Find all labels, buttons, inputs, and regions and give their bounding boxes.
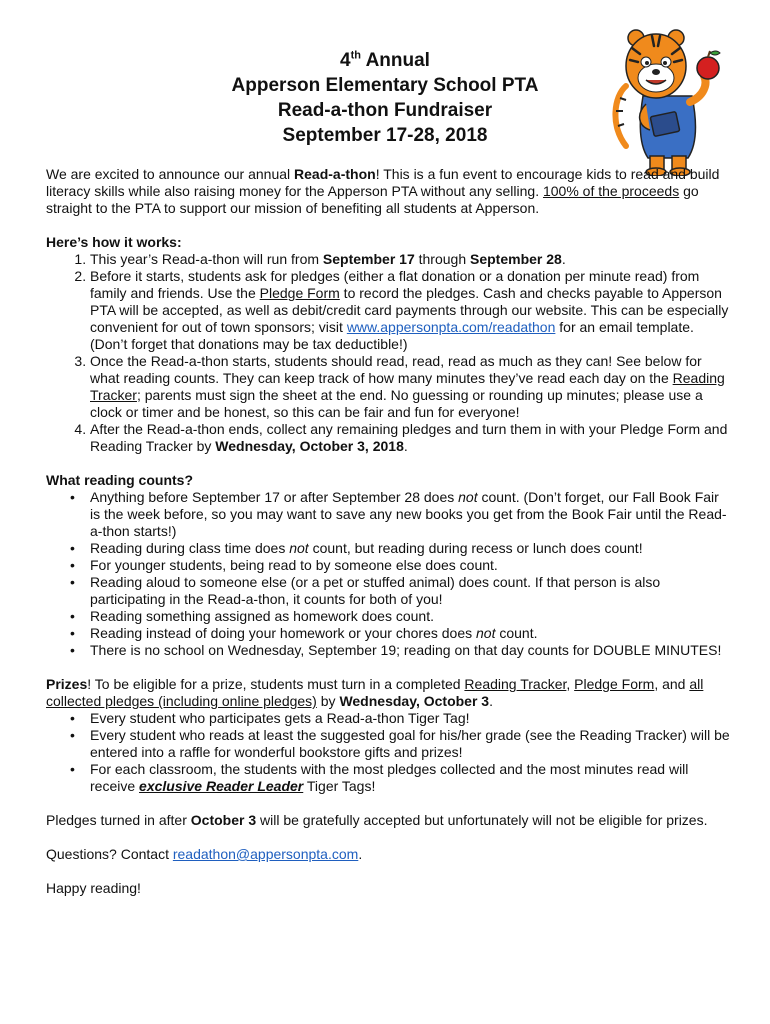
what-counts-list [46,489,732,659]
intro-paragraph: We are excited to announce our annual Read-a-thon! This is a fun event to encourage kids to read and build literacy skills while also raising money for the Apperson PTA without any selling. 100% of the proceeds go straight to the PTA to support our mission of benefiting all students at Apperson. [46,166,720,216]
document-body [46,166,732,897]
prizes-paragraph: Prizes! To be eligible for a prize, students must turn in a completed Reading Tracker, Pledge Form, and all collected pledges (including online pledges) by Wednesday, October 3. [46,676,704,709]
title-line-2: Apperson Elementary School PTA [231,75,539,96]
title-line-1 [190,48,580,73]
how-it-works-heading: Here’s how it works: [46,234,182,250]
how-it-works-list [46,251,732,455]
what-counts-heading: What reading counts? [46,472,193,488]
list-item: 2. Before it starts, students ask for pledges (either a flat donation or a donation per minute read) from family and friends. Use the Pledge Form to record the pledges. Cash and checks payable to Apperson PTA will be accepted, as well as debit/credit card payments through our website. This can be especially convenient for out of town sponsors; visit www.appersonpta.com/readathon for an email template. (Don’t forget that donations may be tax deductible!) [90,268,732,353]
list-item: 1. This year’s Read-a-thon will run from September 17 through September 28. [90,251,732,268]
list-item: • Every student who participates gets a Read-a-thon Tiger Tag! [90,710,732,727]
list-item: • For each classroom, the students with the most pledges collected and the most minutes read will receive exclusive Reader Leader Tiger Tags! [90,761,732,795]
closing-line: Happy reading! [46,880,141,896]
contact-email-link[interactable]: readathon@appersonpta.com [172,846,359,862]
list-item: • Reading during class time does not count, but reading during recess or lunch does count! [90,540,732,557]
title-line-3: Read-a-thon Fundraiser [277,100,493,121]
document-title [190,48,580,148]
late-pledges-paragraph: Pledges turned in after October 3 will be gratefully accepted but unfortunately will not be eligible for prizes. [46,812,708,828]
tiger-mascot-icon [608,26,728,176]
list-item: • Reading aloud to someone else (or a pet or stuffed animal) does count. If that person is also participating in the Read-a-thon, it counts for both of you! [90,574,732,608]
contact-paragraph: Questions? Contact readathon@appersonpta.com. [46,846,363,862]
title-ordinal: th [350,49,361,62]
readathon-website-link[interactable]: www.appersonpta.com/readathon [346,319,556,335]
title-number: 4 [340,50,351,71]
list-item: 4. After the Read-a-thon ends, collect any remaining pledges and turn them in with your Pledge Form and Reading Tracker by Wednesday, October 3, 2018. [90,421,732,455]
list-item: • Every student who reads at least the suggested goal for his/her grade (see the Reading Tracker) will be entered into a raffle for wonderful bookstore gifts and prizes! [90,727,732,761]
title-annual: Annual [361,50,430,71]
list-item: • Anything before September 17 or after September 28 does not count. (Don’t forget, our Fall Book Fair is the week before, so you may want to save any new books you get from the Book Fair until the Read-a-thon starts!) [90,489,732,540]
prizes-list [46,710,732,795]
list-item: • Reading instead of doing your homework or your chores does not count. [90,625,732,642]
title-line-4: September 17-28, 2018 [282,125,488,146]
list-item: • There is no school on Wednesday, September 19; reading on that day counts for DOUBLE MINUTES! [90,642,732,659]
list-item: 3. Once the Read-a-thon starts, students should read, read, read as much as they can! See below for what reading counts. They can keep track of how many minutes they’ve read each day on the Reading Tracker; parents must sign the sheet at the end. No guessing or rounding up minutes; please use a clock or timer and be honest, so this can be fair and fun for everyone! [90,353,732,421]
list-item: • Reading something assigned as homework does count. [90,608,732,625]
list-item: • For younger students, being read to by someone else does count. [90,557,732,574]
